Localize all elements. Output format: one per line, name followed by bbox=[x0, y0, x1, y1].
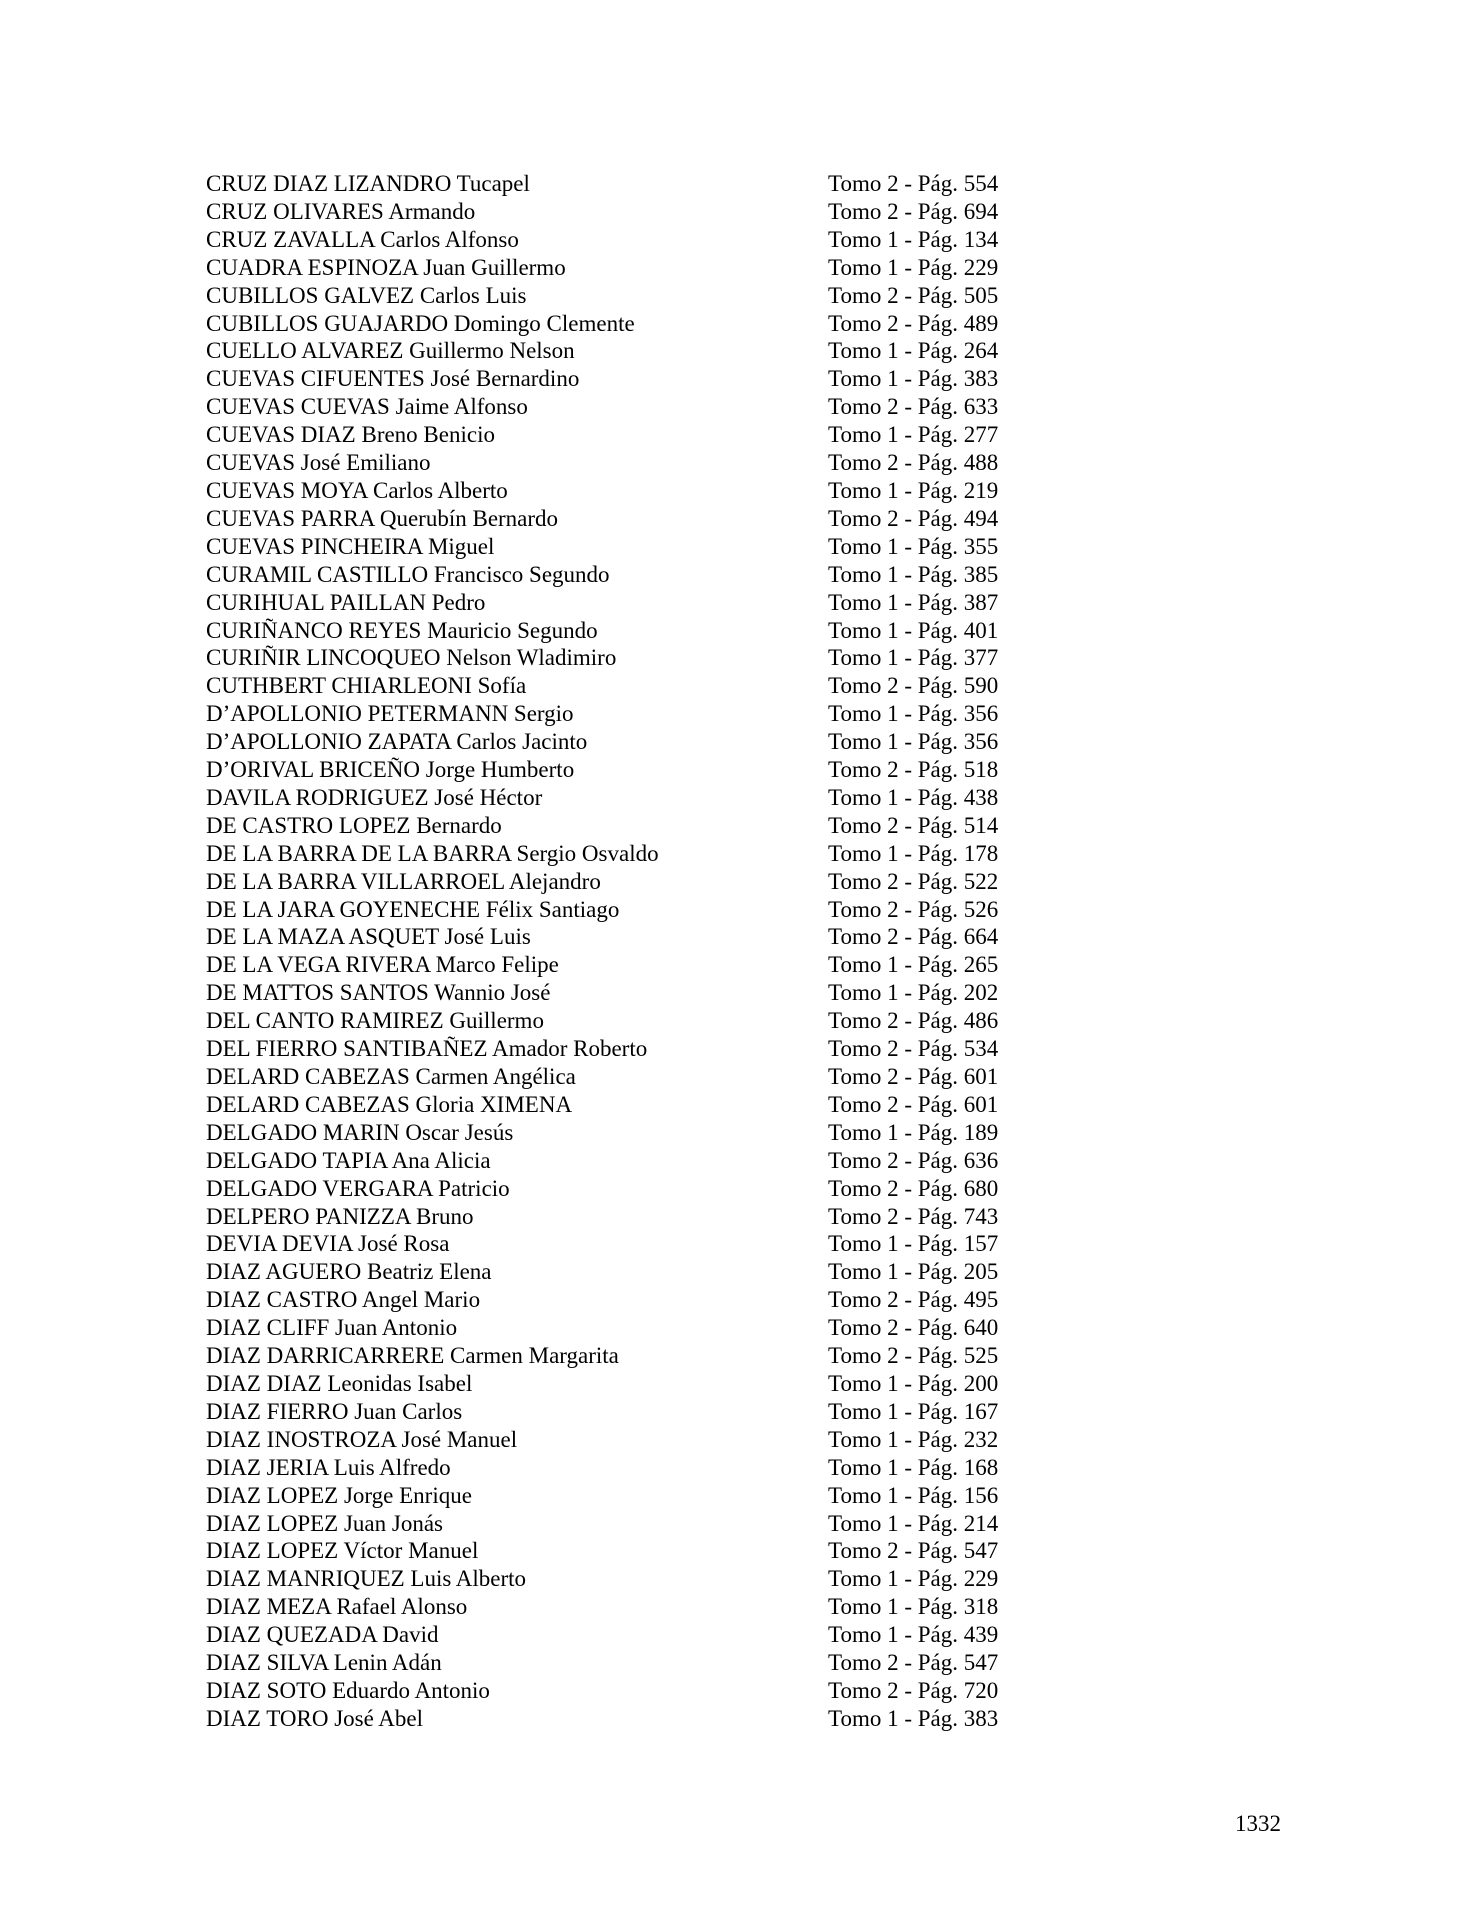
entry-reference: Tomo 2 - Pág. 720 bbox=[828, 1677, 999, 1703]
index-entry bbox=[206, 951, 1026, 979]
entry-reference: Tomo 1 - Pág. 318 bbox=[828, 1594, 999, 1620]
entry-name: CUBILLOS GALVEZ Carlos Luis bbox=[206, 282, 527, 308]
entry-name: D’APOLLONIO PETERMANN Sergio bbox=[206, 701, 574, 727]
index-entry bbox=[206, 1203, 1026, 1231]
index-entry bbox=[206, 282, 1026, 310]
entry-name: DELGADO MARIN Oscar Jesús bbox=[206, 1119, 514, 1145]
index-entry bbox=[206, 449, 1026, 477]
index-entry bbox=[206, 1230, 1026, 1258]
entry-reference: Tomo 2 - Pág. 514 bbox=[828, 812, 999, 838]
index-entry bbox=[206, 561, 1026, 589]
index-entry bbox=[206, 505, 1026, 533]
entry-reference: Tomo 1 - Pág. 265 bbox=[828, 952, 999, 978]
entry-reference: Tomo 1 - Pág. 356 bbox=[828, 729, 999, 755]
entry-name: DIAZ MANRIQUEZ Luis Alberto bbox=[206, 1566, 527, 1592]
entry-name: CUEVAS MOYA Carlos Alberto bbox=[206, 477, 508, 503]
index-entry bbox=[206, 393, 1026, 421]
entry-reference: Tomo 1 - Pág. 205 bbox=[828, 1259, 999, 1285]
index-entry bbox=[206, 644, 1026, 672]
entry-reference: Tomo 1 - Pág. 229 bbox=[828, 254, 999, 280]
index-entry bbox=[206, 756, 1026, 784]
entry-name: DEL CANTO RAMIREZ Guillermo bbox=[206, 1008, 544, 1034]
index-entry bbox=[206, 1593, 1026, 1621]
entry-reference: Tomo 2 - Pág. 664 bbox=[828, 924, 999, 950]
entry-reference: Tomo 1 - Pág. 157 bbox=[828, 1231, 999, 1257]
entry-reference: Tomo 2 - Pág. 743 bbox=[828, 1203, 999, 1229]
entry-name: DE LA BARRA DE LA BARRA Sergio Osvaldo bbox=[206, 840, 659, 866]
entry-reference: Tomo 2 - Pág. 601 bbox=[828, 1064, 999, 1089]
entry-name: DIAZ JERIA Luis Alfredo bbox=[206, 1454, 451, 1480]
index-entry bbox=[206, 1091, 1026, 1119]
entry-name: DIAZ AGUERO Beatriz Elena bbox=[206, 1259, 492, 1285]
entry-reference: Tomo 1 - Pág. 377 bbox=[828, 645, 999, 671]
entry-reference: Tomo 2 - Pág. 547 bbox=[828, 1538, 999, 1564]
entry-reference: Tomo 1 - Pág. 167 bbox=[828, 1398, 999, 1424]
entry-name: CUBILLOS GUAJARDO Domingo Clemente bbox=[206, 310, 635, 336]
entry-name: DIAZ DIAZ Leonidas Isabel bbox=[206, 1370, 473, 1396]
index-entry bbox=[206, 923, 1026, 951]
entry-name: CUEVAS PINCHEIRA Miguel bbox=[206, 533, 495, 559]
entry-reference: Tomo 2 - Pág. 640 bbox=[828, 1315, 999, 1341]
entry-name: DEVIA DEVIA José Rosa bbox=[206, 1231, 450, 1257]
index-entry bbox=[206, 1510, 1026, 1538]
index-entry bbox=[206, 1286, 1026, 1314]
entry-name: DELGADO TAPIA Ana Alicia bbox=[206, 1147, 491, 1173]
index-entry bbox=[206, 226, 1026, 254]
entry-reference: Tomo 1 - Pág. 134 bbox=[828, 226, 999, 252]
entry-reference: Tomo 1 - Pág. 156 bbox=[828, 1482, 999, 1508]
index-entry bbox=[206, 1426, 1026, 1454]
entry-reference: Tomo 2 - Pág. 526 bbox=[828, 896, 999, 922]
entry-reference: Tomo 2 - Pág. 505 bbox=[828, 282, 999, 308]
index-entry bbox=[206, 1147, 1026, 1175]
index-entry bbox=[206, 1398, 1026, 1426]
entry-name: DELGADO VERGARA Patricio bbox=[206, 1175, 510, 1201]
entry-reference: Tomo 2 - Pág. 494 bbox=[828, 505, 999, 531]
entry-reference: Tomo 1 - Pág. 229 bbox=[828, 1566, 999, 1592]
entry-reference: Tomo 2 - Pág. 518 bbox=[828, 757, 999, 783]
entry-reference: Tomo 1 - Pág. 438 bbox=[828, 784, 999, 810]
index-entry bbox=[206, 1621, 1026, 1649]
entry-reference: Tomo 1 - Pág. 385 bbox=[828, 561, 999, 587]
entry-reference: Tomo 1 - Pág. 232 bbox=[828, 1426, 999, 1452]
entry-name: CRUZ ZAVALLA Carlos Alfonso bbox=[206, 226, 519, 252]
entry-name: CUEVAS DIAZ Breno Benicio bbox=[206, 422, 495, 448]
entry-reference: Tomo 1 - Pág. 383 bbox=[828, 1705, 999, 1731]
entry-reference: Tomo 2 - Pág. 534 bbox=[828, 1036, 999, 1062]
index-entry bbox=[206, 477, 1026, 505]
index-entry bbox=[206, 896, 1026, 924]
entry-name: DE LA VEGA RIVERA Marco Felipe bbox=[206, 952, 559, 978]
entry-name: DIAZ LOPEZ Juan Jonás bbox=[206, 1510, 443, 1536]
entry-reference: Tomo 1 - Pág. 439 bbox=[828, 1622, 999, 1648]
entry-name: DIAZ LOPEZ Jorge Enrique bbox=[206, 1482, 472, 1508]
entry-reference: Tomo 2 - Pág. 633 bbox=[828, 394, 999, 420]
entry-reference: Tomo 2 - Pág. 694 bbox=[828, 198, 999, 224]
entry-name: DIAZ CASTRO Angel Mario bbox=[206, 1287, 481, 1313]
entry-name: DELPERO PANIZZA Bruno bbox=[206, 1203, 474, 1229]
index-entry bbox=[206, 812, 1026, 840]
entry-name: CUEVAS CIFUENTES José Bernardino bbox=[206, 366, 580, 392]
entry-name: CURIÑANCO REYES Mauricio Segundo bbox=[206, 617, 598, 643]
entry-name: CUEVAS José Emiliano bbox=[206, 450, 431, 476]
entry-name: CUADRA ESPINOZA Juan Guillermo bbox=[206, 254, 566, 280]
index-entry bbox=[206, 254, 1026, 282]
entry-name: CUTHBERT CHIARLEONI Sofía bbox=[206, 673, 527, 699]
entry-name: DIAZ INOSTROZA José Manuel bbox=[206, 1426, 518, 1452]
index-entry bbox=[206, 700, 1026, 728]
entry-name: CRUZ DIAZ LIZANDRO Tucapel bbox=[206, 171, 530, 196]
entry-name: DIAZ CLIFF Juan Antonio bbox=[206, 1315, 458, 1341]
entry-reference: Tomo 2 - Pág. 680 bbox=[828, 1175, 999, 1201]
index-entry bbox=[206, 533, 1026, 561]
entry-reference: Tomo 2 - Pág. 525 bbox=[828, 1343, 999, 1369]
name-index-list bbox=[206, 170, 1026, 1733]
index-entry bbox=[206, 421, 1026, 449]
entry-name: CUEVAS PARRA Querubín Bernardo bbox=[206, 505, 559, 531]
index-entry bbox=[206, 337, 1026, 365]
entry-name: CURAMIL CASTILLO Francisco Segundo bbox=[206, 561, 610, 587]
entry-reference: Tomo 2 - Pág. 488 bbox=[828, 450, 999, 476]
index-entry bbox=[206, 589, 1026, 617]
index-entry bbox=[206, 1565, 1026, 1593]
entry-reference: Tomo 1 - Pág. 219 bbox=[828, 477, 999, 503]
entry-name: D’ORIVAL BRICEÑO Jorge Humberto bbox=[206, 757, 575, 783]
index-entry bbox=[206, 617, 1026, 645]
entry-reference: Tomo 2 - Pág. 554 bbox=[828, 171, 999, 196]
entry-reference: Tomo 1 - Pág. 277 bbox=[828, 422, 999, 448]
index-entry bbox=[206, 1482, 1026, 1510]
index-entry bbox=[206, 840, 1026, 868]
entry-name: DELARD CABEZAS Gloria XIMENA bbox=[206, 1091, 573, 1117]
entry-reference: Tomo 1 - Pág. 356 bbox=[828, 701, 999, 727]
entry-name: DE CASTRO LOPEZ Bernardo bbox=[206, 812, 502, 838]
entry-name: DEL FIERRO SANTIBAÑEZ Amador Roberto bbox=[206, 1036, 648, 1062]
index-entry bbox=[206, 1454, 1026, 1482]
index-entry bbox=[206, 1705, 1026, 1733]
entry-reference: Tomo 2 - Pág. 495 bbox=[828, 1287, 999, 1313]
index-entry bbox=[206, 365, 1026, 393]
entry-name: CUELLO ALVAREZ Guillermo Nelson bbox=[206, 338, 575, 364]
index-entry bbox=[206, 1370, 1026, 1398]
entry-reference: Tomo 1 - Pág. 355 bbox=[828, 533, 999, 559]
entry-reference: Tomo 1 - Pág. 178 bbox=[828, 840, 999, 866]
entry-name: DIAZ QUEZADA David bbox=[206, 1622, 439, 1648]
index-entry bbox=[206, 198, 1026, 226]
entry-reference: Tomo 1 - Pág. 202 bbox=[828, 980, 999, 1006]
entry-reference: Tomo 1 - Pág. 168 bbox=[828, 1454, 999, 1480]
entry-name: CRUZ OLIVARES Armando bbox=[206, 198, 476, 224]
index-entry bbox=[206, 672, 1026, 700]
entry-reference: Tomo 2 - Pág. 590 bbox=[828, 673, 999, 699]
entry-name: DE LA MAZA ASQUET José Luis bbox=[206, 924, 531, 950]
entry-reference: Tomo 1 - Pág. 189 bbox=[828, 1119, 999, 1145]
entry-name: DELARD CABEZAS Carmen Angélica bbox=[206, 1064, 576, 1089]
entry-name: DIAZ SOTO Eduardo Antonio bbox=[206, 1677, 490, 1703]
entry-name: CURIÑIR LINCOQUEO Nelson Wladimiro bbox=[206, 645, 617, 671]
index-entry bbox=[206, 1314, 1026, 1342]
page-number: 1332 bbox=[1235, 1811, 1281, 1836]
entry-reference: Tomo 1 - Pág. 383 bbox=[828, 366, 999, 392]
index-entry bbox=[206, 1035, 1026, 1063]
entry-name: DE MATTOS SANTOS Wannio José bbox=[206, 980, 551, 1006]
entry-reference: Tomo 2 - Pág. 522 bbox=[828, 868, 999, 894]
entry-name: DIAZ LOPEZ Víctor Manuel bbox=[206, 1538, 479, 1564]
entry-name: DIAZ TORO José Abel bbox=[206, 1705, 424, 1731]
entry-name: D’APOLLONIO ZAPATA Carlos Jacinto bbox=[206, 729, 588, 755]
index-entry bbox=[206, 868, 1026, 896]
entry-name: DIAZ MEZA Rafael Alonso bbox=[206, 1594, 468, 1620]
entry-reference: Tomo 1 - Pág. 214 bbox=[828, 1510, 999, 1536]
index-entry bbox=[206, 1677, 1026, 1705]
index-entry bbox=[206, 1119, 1026, 1147]
index-entry bbox=[206, 979, 1026, 1007]
entry-name: DAVILA RODRIGUEZ José Héctor bbox=[206, 784, 543, 810]
entry-name: DE LA BARRA VILLARROEL Alejandro bbox=[206, 868, 601, 894]
index-entry bbox=[206, 728, 1026, 756]
index-entry bbox=[206, 1258, 1026, 1286]
entry-reference: Tomo 2 - Pág. 489 bbox=[828, 310, 999, 336]
index-entry bbox=[206, 1175, 1026, 1203]
index-entry bbox=[206, 1649, 1026, 1677]
entry-reference: Tomo 1 - Pág. 401 bbox=[828, 617, 999, 643]
index-entry bbox=[206, 784, 1026, 812]
index-entry bbox=[206, 170, 1026, 198]
entry-reference: Tomo 1 - Pág. 200 bbox=[828, 1370, 999, 1396]
index-entry bbox=[206, 1063, 1026, 1091]
entry-name: DIAZ SILVA Lenin Adán bbox=[206, 1650, 442, 1676]
entry-name: DIAZ FIERRO Juan Carlos bbox=[206, 1398, 463, 1424]
entry-name: CUEVAS CUEVAS Jaime Alfonso bbox=[206, 394, 528, 420]
index-entry bbox=[206, 1007, 1026, 1035]
entry-reference: Tomo 2 - Pág. 636 bbox=[828, 1147, 999, 1173]
entry-name: DIAZ DARRICARRERE Carmen Margarita bbox=[206, 1343, 619, 1369]
entry-reference: Tomo 2 - Pág. 601 bbox=[828, 1091, 999, 1117]
entry-name: DE LA JARA GOYENECHE Félix Santiago bbox=[206, 896, 620, 922]
index-entry bbox=[206, 1342, 1026, 1370]
entry-reference: Tomo 2 - Pág. 486 bbox=[828, 1008, 999, 1034]
entry-reference: Tomo 2 - Pág. 547 bbox=[828, 1650, 999, 1676]
index-entry bbox=[206, 310, 1026, 338]
entry-reference: Tomo 1 - Pág. 387 bbox=[828, 589, 999, 615]
index-entry bbox=[206, 1537, 1026, 1565]
entry-reference: Tomo 1 - Pág. 264 bbox=[828, 338, 999, 364]
entry-name: CURIHUAL PAILLAN Pedro bbox=[206, 589, 486, 615]
